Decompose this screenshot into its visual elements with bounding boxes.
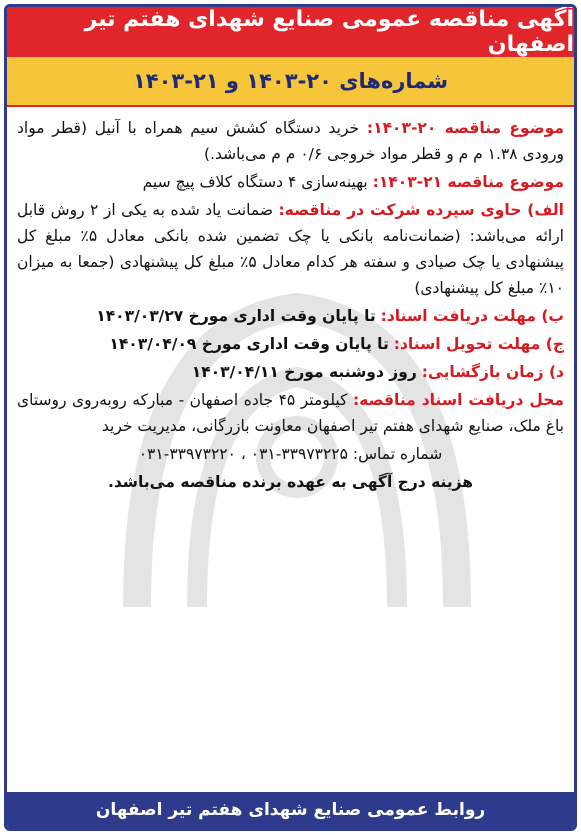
location-label: محل دریافت اسناد مناقصه: <box>352 391 565 409</box>
ad-body <box>17 115 564 497</box>
opening-paragraph <box>17 359 564 385</box>
ad-title <box>7 7 574 57</box>
deposit-paragraph <box>17 197 564 301</box>
receive-deadline-label: ب) مهلت دریافت اسناد: <box>380 307 564 325</box>
location-text: کیلومتر ۴۵ جاده اصفهان - مبارکه روبه‌روی روستای باغ ملک، صنایع شهدای هفتم تیر اصفهان معاونت بازرگانی، مدیریت خرید <box>17 391 564 435</box>
deposit-label: الف) حاوی سپرده شرکت در مناقصه: <box>278 201 564 219</box>
submit-deadline-text: تا پایان وقت اداری مورخ ۱۴۰۳/۰۴/۰۹ <box>109 335 389 353</box>
cost-note-paragraph <box>17 469 564 495</box>
advertisement-frame <box>4 4 577 831</box>
ad-footer <box>7 792 574 828</box>
tender-numbers-text: شماره‌های ۲۰-۱۴۰۳ و ۲۱-۱۴۰۳ <box>132 69 449 93</box>
contact-paragraph <box>17 441 564 467</box>
ad-footer-text: روابط عمومی صنایع شهدای هفتم تیر اصفهان <box>95 800 486 820</box>
opening-label: د) زمان بازگشایی: <box>421 363 564 381</box>
tender-1-label: موضوع مناقصه ۲۰-۱۴۰۳: <box>366 119 564 137</box>
cost-note-text: هزینه درج آگهی به عهده برنده مناقصه می‌باشد. <box>107 473 474 491</box>
tender-1-paragraph <box>17 115 564 167</box>
tender-numbers <box>7 57 574 107</box>
contact-text: شماره تماس: ۳۳۹۷۳۲۲۵-۰۳۱ ، ۳۳۹۷۳۲۲۰-۰۳۱ <box>138 445 443 463</box>
receive-deadline-paragraph <box>17 303 564 329</box>
submit-deadline-label: ج) مهلت تحویل اسناد: <box>393 335 564 353</box>
submit-deadline-paragraph <box>17 331 564 357</box>
tender-2-label: موضوع مناقصه ۲۱-۱۴۰۳: <box>372 173 564 191</box>
receive-deadline-text: تا پایان وقت اداری مورخ ۱۴۰۳/۰۳/۲۷ <box>96 307 376 325</box>
tender-2-paragraph <box>17 169 564 195</box>
tender-2-text: بهینه‌سازی ۴ دستگاه کلاف پیچ سیم <box>142 173 368 191</box>
opening-text: روز دوشنبه مورخ ۱۴۰۳/۰۴/۱۱ <box>191 363 417 381</box>
ad-title-text: آگهی مناقصه عمومی صنایع شهدای هفتم تیر اصفهان <box>84 7 574 57</box>
tender-1-text: خرید دستگاه کشش سیم همراه با آنیل (قطر مواد ورودی ۱.۳۸ م م و قطر مواد خروجی ۰/۶ م م می‌باشد.) <box>17 119 564 163</box>
deposit-text: ضمانت یاد شده به یکی از ۲ روش قابل ارائه می‌باشد: (ضمانت‌نامه بانکی یا چک تضمین شده بانکی معادل ۵٪ مبلغ کل پیشنهادی یا چک صیادی و سفته هر کدام معادل ۵٪ مبلغ کل پیشنهادی (جمعا به میزان ۱۰٪ مبلغ کل پیشنهادی) <box>17 201 564 297</box>
location-paragraph <box>17 387 564 439</box>
